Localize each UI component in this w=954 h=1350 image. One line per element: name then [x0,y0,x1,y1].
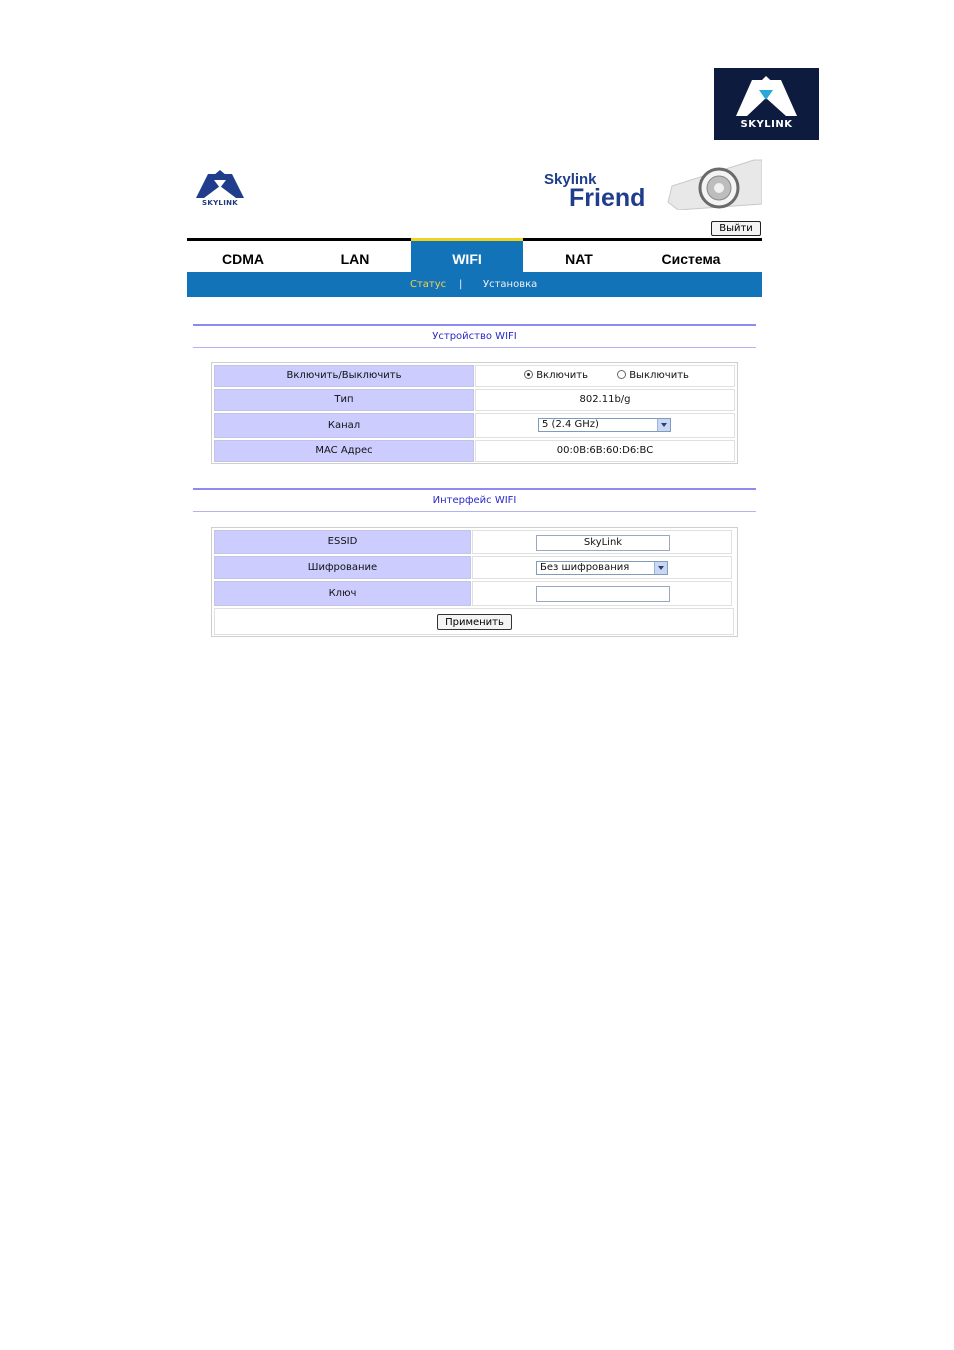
encryption-select-value: Без шифрования [540,562,630,573]
key-input[interactable] [536,586,670,602]
tab-nat[interactable]: NAT [565,251,593,267]
tab-cdma[interactable]: CDMA [222,251,264,267]
tab-system[interactable]: Система [661,251,721,267]
mac-label: MAC Адрес [214,440,474,462]
enable-radio-group [475,365,735,387]
apply-button[interactable]: Применить [437,614,512,630]
channel-cell [475,413,735,438]
encryption-select[interactable] [536,561,668,575]
subnav-status-link[interactable]: Статус [410,279,447,290]
corner-logo-text: SKYLINK [740,119,793,130]
radio-off-icon[interactable] [617,370,626,379]
encryption-label: Шифрование [214,556,471,579]
main-tab-bar [187,238,762,272]
encryption-cell [472,556,732,579]
channel-select-value: 5 (2.4 GHz) [542,419,599,430]
subnav-setup-link[interactable]: Установка [483,279,538,290]
essid-label: ESSID [214,530,471,554]
header-logo-text: SKYLINK [202,199,238,207]
skylink-emblem-icon [190,168,250,200]
enable-label: Включить/Выключить [214,365,474,387]
modem-device-image [664,158,762,210]
radio-disable[interactable] [617,366,689,386]
chevron-down-icon[interactable] [654,562,667,574]
logout-button[interactable]: Выйти [711,221,761,236]
device-settings-table [211,362,738,464]
radio-disable-label: Выключить [629,370,689,381]
radio-on-icon[interactable] [524,370,533,379]
corner-logo [714,68,819,140]
chevron-down-icon[interactable] [657,419,670,431]
skylink-emblem-icon [714,68,819,118]
device-section-title: Устройство WIFI [432,331,517,342]
essid-input[interactable]: SkyLink [536,535,670,551]
key-cell [472,581,732,606]
brand-title-line2: Friend [569,184,646,212]
type-label: Тип [214,389,474,411]
radio-enable-label: Включить [536,370,589,381]
interface-section-header [193,488,756,512]
key-label: Ключ [214,581,471,606]
sub-navigation [187,272,762,297]
device-section-header [193,324,756,348]
subnav-separator: | [459,279,463,290]
tab-wifi[interactable]: WIFI [411,238,523,275]
channel-select[interactable] [538,418,671,432]
brand-title-line1: Skylink [544,171,597,188]
radio-enable[interactable] [524,366,588,386]
channel-label: Канал [214,413,474,438]
header-logo [190,168,250,210]
brand-title [544,171,646,212]
type-value: 802.11b/g [475,389,735,411]
mac-value: 00:0B:6B:60:D6:BC [475,440,735,462]
tab-lan[interactable]: LAN [340,251,370,267]
essid-cell [472,530,732,554]
interface-section-title: Интерфейс WIFI [432,495,517,506]
